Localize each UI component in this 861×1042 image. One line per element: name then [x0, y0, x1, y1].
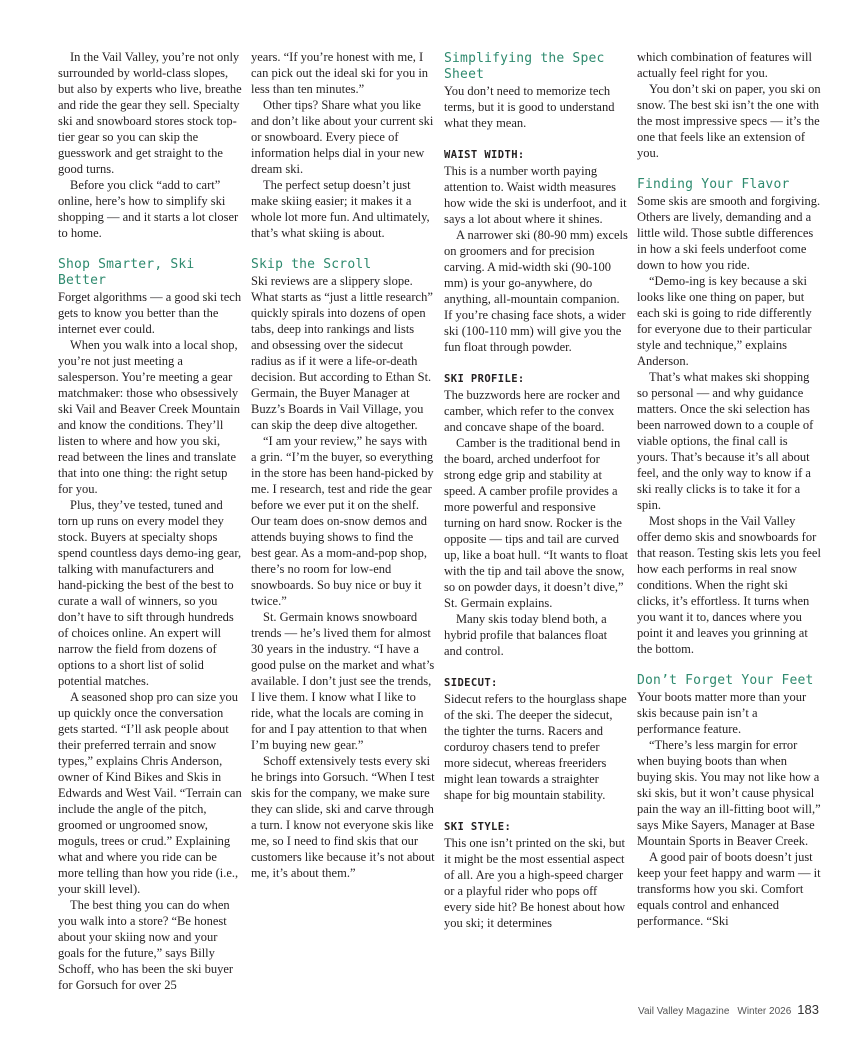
paragraph: Many skis today blend both, a hybrid profile that balances float and control. — [444, 612, 608, 658]
paragraph: You don’t ski on paper, you ski on snow. The best ski isn’t the one with the most impressive specs — it’s the one that feels like an extension of you. — [637, 82, 821, 160]
paragraph: years. “If you’re honest with me, I can pick out the ideal ski for you in less than ten minutes.” — [251, 50, 429, 96]
spec-heading: SIDECUT: — [444, 677, 498, 689]
paragraph: A seasoned shop pro can size you up quickly once the conversation gets started. “I’ll ask people about their preferred terrain and snow types,” explains Chris Anderson, owner of Kind Bikes and Skis in Edwards and West Vail. “Terrain can include the angle of the pitch, groomed or ungroomed snow, moguls, trees or crud.” Explaining what and where you ride can be more telling than how you ride (i.e., your skill level). — [58, 690, 242, 896]
section-heading: Finding Your Flavor — [637, 177, 790, 192]
paragraph: Ski reviews are a slippery slope. What starts as “just a little research” quickly spirals into dozens of open tabs, deep into rankings and lists and obsessing over the sidecut radius as if it were a life-or-death decision. But according to Ethan St. Germain, the Buyer Manager at Buzz’s Boards in Vail Village, you can skip the deep dive altogether. — [251, 274, 433, 432]
issue-label: Winter 2026 — [737, 1006, 792, 1017]
spec-heading: SKI STYLE: — [444, 821, 512, 833]
paragraph: In the Vail Valley, you’re not only surrounded by world-class slopes, but also by experts who live, breathe and ride the gear they sell. Specialty ski and snowboard stores stock top-tier gear so you can skip the guesswork and get straight to the good turns. — [58, 50, 242, 176]
paragraph: The buzzwords here are rocker and camber, which refer to the convex and concave shape of the board. — [444, 388, 620, 434]
paragraph: Your boots matter more than your skis because pain isn’t a performance feature. — [637, 690, 807, 736]
spec-heading: SKI PROFILE: — [444, 373, 525, 385]
paragraph: That’s what makes ski shopping so personal — and why guidance matters. Once the ski selection has been narrowed down to a couple of viable options, the final call is yours. That’s because it’s all about feel, and the only way to know if a ski really clicks is to take it for a spin. — [637, 370, 814, 512]
column-2 — [251, 49, 435, 881]
paragraph: “I am your review,” he says with a grin. “I’m the buyer, so everything in the store has been hand-picked by me. I research, test and ride the gear before we ever put it on the shelf. Our team does on-snow demos and attends buying shows to find the best gear. As a mom-and-pop shop, there’s no room for low-end snowboards. So buy nice or buy it twice.” — [251, 434, 434, 608]
page-number: 183 — [797, 1002, 819, 1017]
paragraph: Camber is the traditional bend in the board, arched underfoot for strong edge grip and stability at speed. A camber profile provides a more powerful and responsive turning on hard snow. Rocker is the opposite — tips and tail are curved up, like a boat hull. “It wants to float with the tip and tail above the snow, so on powder days, it doesn’t dive,” St. Germain explains. — [444, 436, 628, 610]
paragraph: This is a number worth paying attention to. Waist width measures how wide the ski is underfoot, and it says a lot about where it shines. — [444, 164, 627, 226]
section-heading: Shop Smarter, Ski Better — [58, 257, 195, 288]
paragraph: This one isn’t printed on the ski, but it might be the most essential aspect of all. Are you a high-speed charger or a playful rider who pops off every side hit? Be honest about how you ski; it determines — [444, 836, 626, 930]
paragraph: The best thing you can do when you walk into a store? “Be honest about your skiing now and your goals for the future,” says Billy Schoff, who has been the ski buyer for Gorsuch for over 25 — [58, 898, 234, 992]
paragraph: Forget algorithms — a good ski tech gets to know you better than the internet ever could. — [58, 290, 242, 336]
column-4 — [637, 49, 821, 929]
paragraph: Some skis are smooth and forgiving. Others are lively, demanding and a little wild. Those subtle differences in how a ski feels underfoot come down to how you ride. — [637, 194, 821, 272]
paragraph: You don’t need to memorize tech terms, but it is good to understand what they mean. — [444, 84, 615, 130]
paragraph: “There’s less margin for error when buying boots than when buying skis. You may not like how a ski skis, but it won’t cause physical pain the way an ill-fitting boot will,” says Mike Sayers, Manager at Base Mountain Sports in Beaver Creek. — [637, 738, 821, 848]
paragraph: Other tips? Share what you like and don’t like about your current ski or snowboard. Every piece of information helps dial in your new dream ski. — [251, 98, 434, 176]
paragraph: Schoff extensively tests every ski he brings into Gorsuch. “When I test skis for the company, we make sure they can slide, ski and carve through a turn. I know not everyone skis like me, so I need to find skis that our customers like because it’s not about me, it’s about them.” — [251, 754, 435, 880]
paragraph: A narrower ski (80-90 mm) excels on groomers and for precision carving. A mid-width ski (90-100 mm) is your go-anywhere, do anything, all-mountain companion. If you’re chasing face shots, a wider ski (100-110 mm) will give you the fun float through powder. — [444, 228, 628, 354]
paragraph: Before you click “add to cart” online, here’s how to simplify ski shopping — and it starts a lot closer to home. — [58, 178, 239, 240]
paragraph: The perfect setup doesn’t just make skiing easier; it makes it a whole lot more fun. And ultimately, that’s what skiing is about. — [251, 178, 430, 240]
section-heading: Skip the Scroll — [251, 257, 372, 272]
section-heading: Simplifying the Spec Sheet — [444, 51, 605, 82]
section-heading: Don’t Forget Your Feet — [637, 673, 814, 688]
spec-heading: WAIST WIDTH: — [444, 149, 525, 161]
paragraph: Most shops in the Vail Valley offer demo skis and snowboards for that reason. Testing skis lets you feel how each performs in real snow conditions. When the right ski clicks, it’s effortless. It turns when you want it to, dances where you point it and leaves you grinning at the bottom. — [637, 514, 821, 656]
paragraph: St. Germain knows snowboard trends — he’s lived them for almost 30 years in the industry. “I have a good pulse on the market and what’s available. I don’t just see the trends, I live them. I know what I like to ride, what the locals are coming in for and I pay attention to that when I’m buying new gear.” — [251, 610, 435, 752]
column-3 — [444, 49, 628, 931]
paragraph: When you walk into a local shop, you’re not just meeting a salesperson. You’re meeting a gear matchmaker: those who obsessively ski Vail and Beaver Creek Mountain and know the conditions. They’ll listen to where and how you ski, read between the lines and translate that into one thing: the right setup for you. — [58, 338, 241, 496]
paragraph: A good pair of boots doesn’t just keep your feet happy and warm — it transforms how you ski. Comfort equals control and enhanced performance. “Ski — [637, 850, 821, 928]
page-footer — [638, 1002, 819, 1017]
magazine-name: Vail Valley Magazine — [638, 1006, 730, 1017]
paragraph: “Demo-ing is key because a ski looks like one thing on paper, but each ski is going to ride differently for everyone due to their particular style and technique,” explains Anderson. — [637, 274, 812, 368]
column-1 — [58, 49, 242, 993]
paragraph: Plus, they’ve tested, tuned and torn up runs on every model they stock. Buyers at specialty shops spend countless days demo-ing gear, talking with manufacturers and hand-picking the best of the best to curate a wall of winners, so you don’t have to sift through hundreds of choices online. An expert will narrow the field from dozens of options to a short list of solid potential matches. — [58, 498, 242, 688]
paragraph: which combination of features will actually feel right for you. — [637, 50, 812, 80]
paragraph: Sidecut refers to the hourglass shape of the ski. The deeper the sidecut, the tighter the turns. Racers and corduroy chasers tend to prefer more sidecut, whereas freeriders might lean towards a straighter shape for big mountain stability. — [444, 692, 627, 802]
